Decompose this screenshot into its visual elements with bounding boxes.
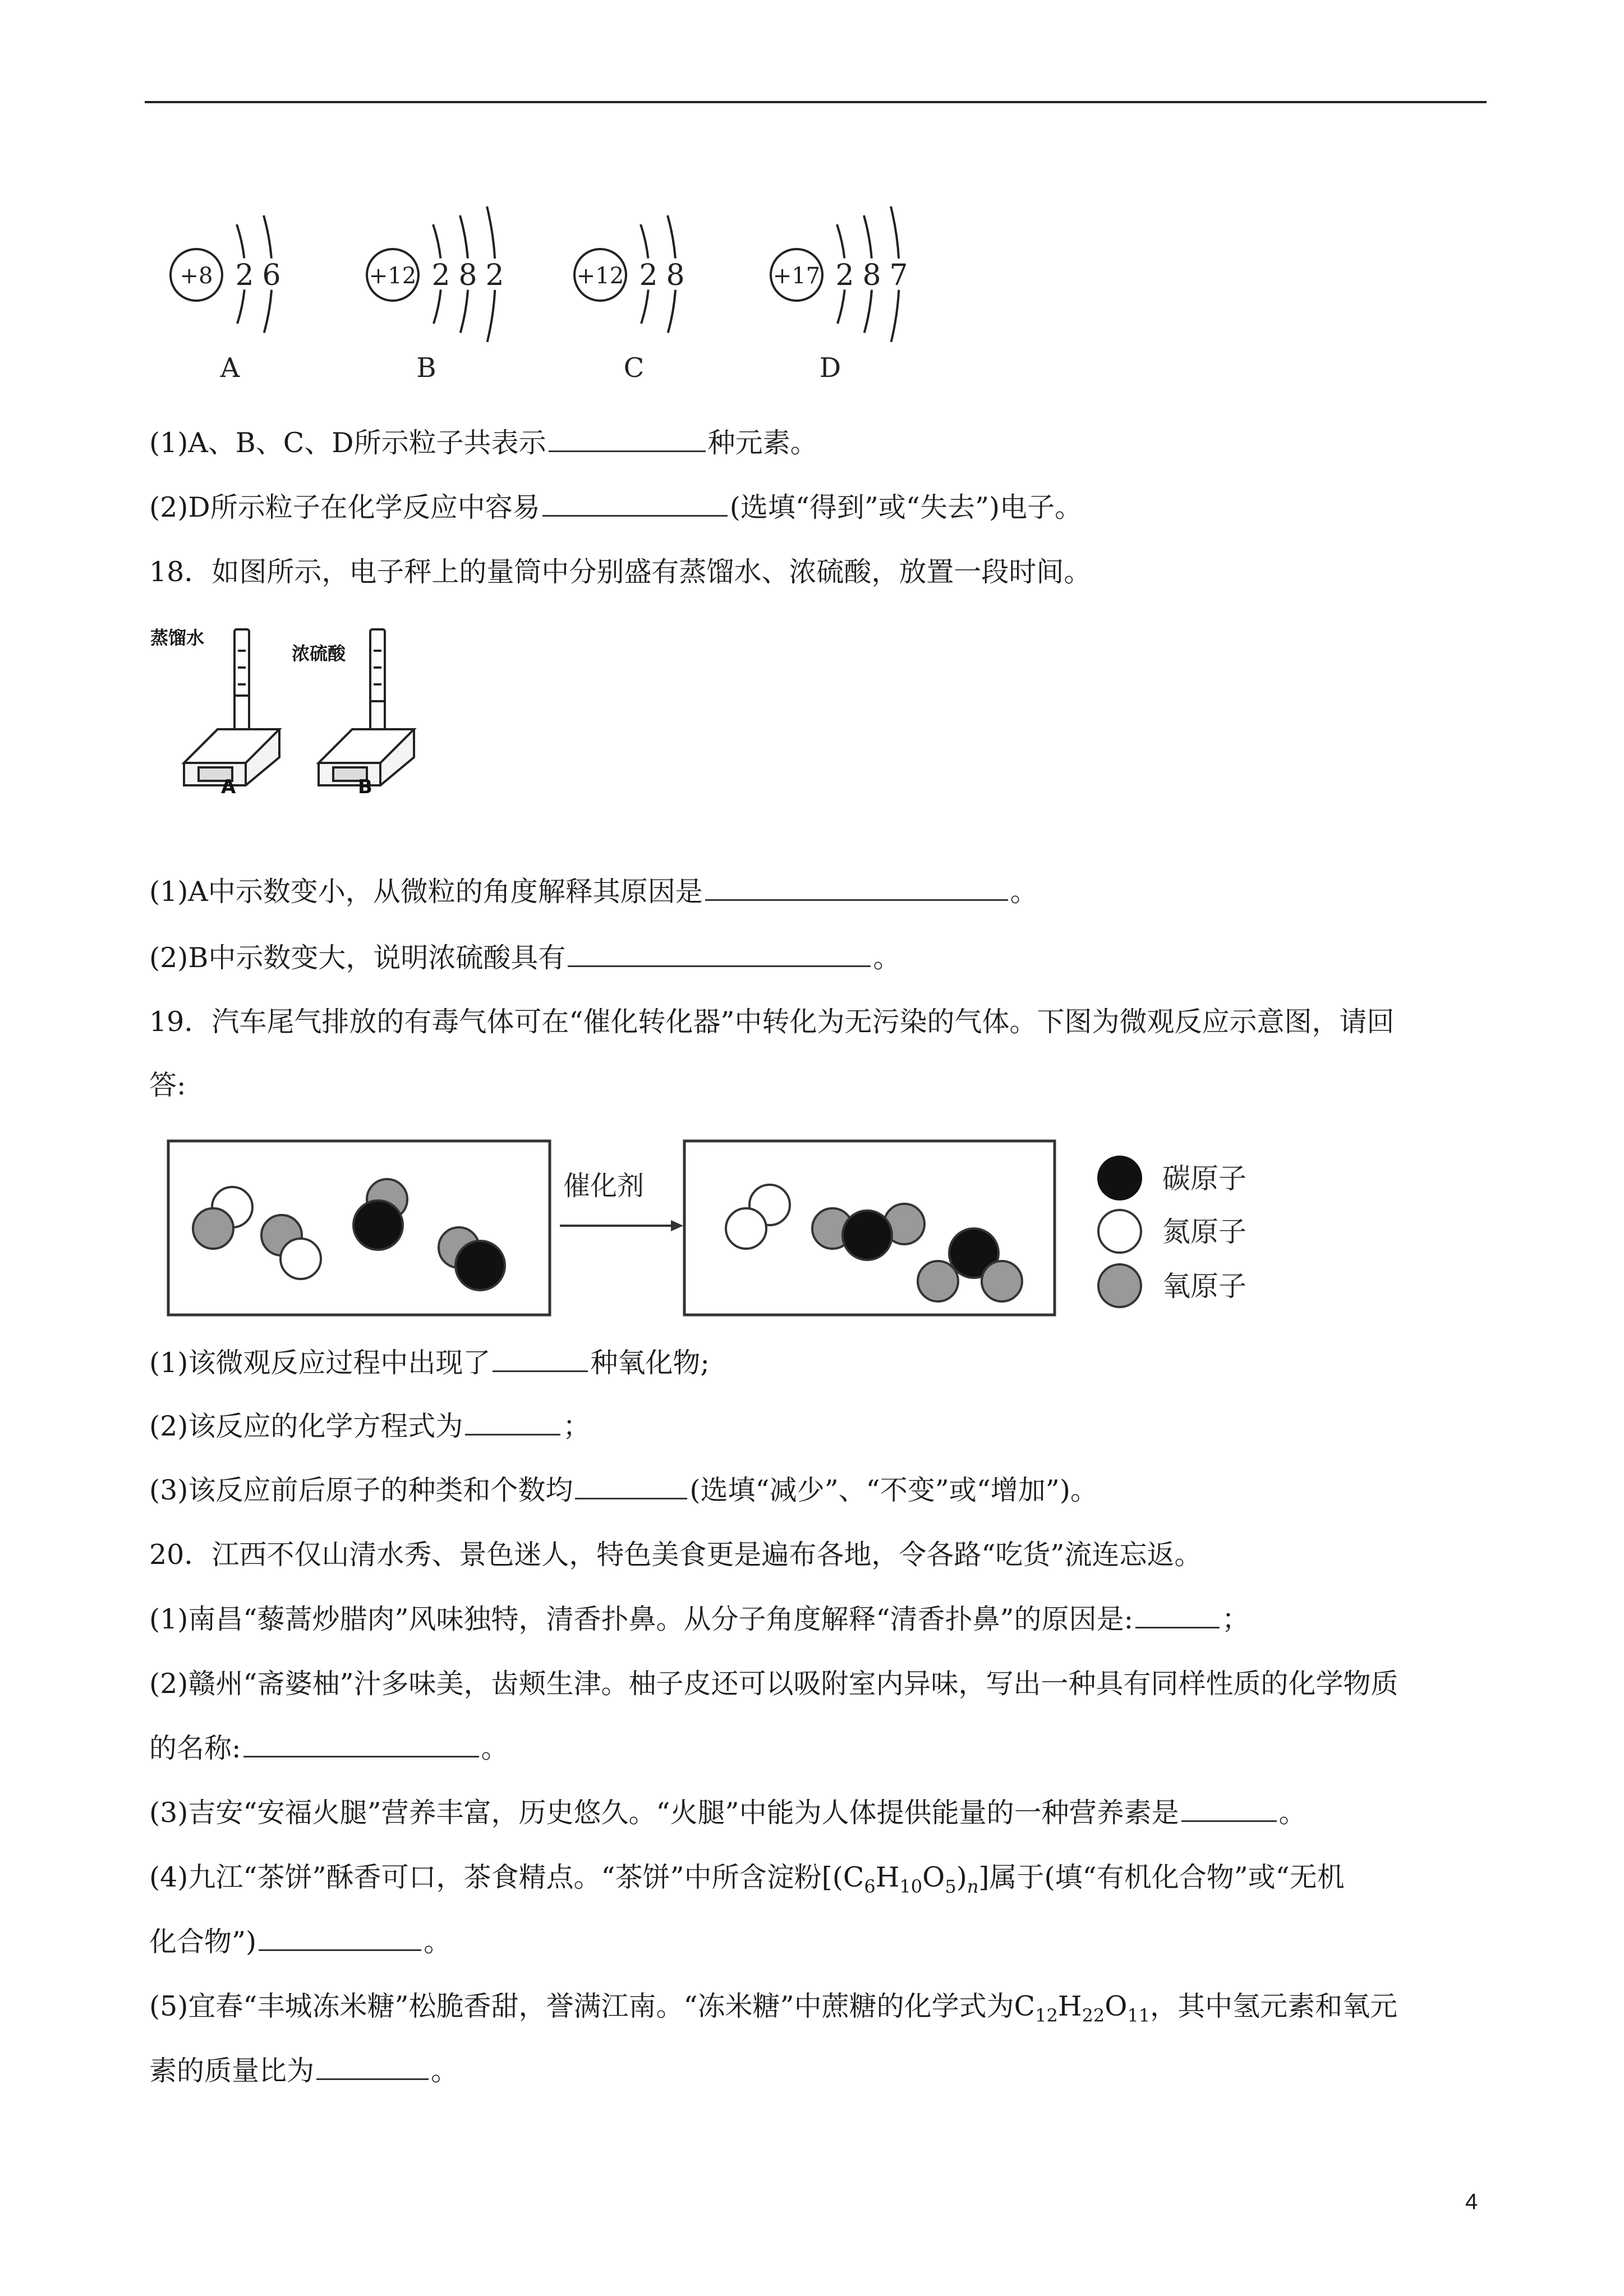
shell-electron-count: 2 — [639, 259, 658, 292]
q19-part1-after: 种氧化物; — [590, 1347, 710, 1379]
atom-diagram — [771, 206, 908, 384]
page-number: 4 — [1465, 2189, 1478, 2214]
shell-electron-count: 7 — [889, 259, 908, 292]
q19-part1 — [149, 1346, 710, 1380]
q20-part5-line2-text: 素的质量比为 — [149, 2055, 315, 2087]
q20-part2-blank[interactable] — [243, 1733, 479, 1757]
q19-stem-line1: 19．汽车尾气排放的有毒气体可在“催化转化器”中转化为无污染的气体。下图为微观反应示意图，请回 — [149, 1006, 1395, 1038]
legend-carbon-dot — [1098, 1157, 1141, 1199]
atom-diagram — [171, 215, 281, 384]
q20-part4-h: H — [875, 1861, 900, 1893]
q19-part3-after: (选填“减少”、“不变”或“增加”)。 — [689, 1474, 1098, 1506]
q19-part2-blank[interactable] — [465, 1411, 560, 1435]
carbon-atom — [353, 1200, 403, 1250]
oxygen-atom — [918, 1261, 958, 1301]
atom-label: D — [819, 352, 841, 384]
catalyst-label: 催化剂 — [563, 1170, 645, 1202]
q20-part4-sub3: 5 — [945, 1875, 956, 1897]
q18-part2-blank[interactable] — [568, 943, 871, 967]
q20-part3 — [149, 1796, 1306, 1830]
q19-part3 — [149, 1474, 1098, 1507]
q20-part3-text: (3)吉安“安福火腿”营养丰富，历史悠久。“火腿”中能为人体提供能量的一种营养素是 — [149, 1797, 1179, 1829]
shell-electron-count: 2 — [431, 259, 450, 292]
q20-part5-sub2: 22 — [1082, 2004, 1105, 2026]
atom-label: C — [623, 352, 645, 384]
q18-part1-after: 。 — [1010, 876, 1038, 908]
scale-a-label: A — [221, 776, 236, 797]
q18-part2-text: (2)B中示数变大，说明浓硫酸具有 — [149, 942, 566, 974]
q20-part4-line2-text: 化合物”) — [149, 1926, 257, 1958]
reaction-diagram — [166, 1139, 1299, 1324]
q20-part3-blank[interactable] — [1181, 1798, 1277, 1822]
q20-part2-text: 的名称: — [149, 1732, 241, 1764]
q19-part2 — [149, 1410, 590, 1443]
shell-electron-count: 2 — [485, 259, 504, 292]
q20-part5-o: O — [1105, 1990, 1128, 2022]
legend-nitrogen: 氮原子 — [1162, 1216, 1246, 1248]
scale-a — [184, 629, 279, 785]
q18-stem: 18．如图所示，电子秤上的量筒中分别盛有蒸馏水、浓硫酸，放置一段时间。 — [149, 556, 1092, 588]
header-rule — [145, 101, 1487, 103]
shell-electron-count: 8 — [862, 259, 881, 292]
label-distilled-water: 蒸馏水 — [150, 627, 205, 648]
nitrogen-atom — [726, 1208, 766, 1249]
q20-part4-sub1: 6 — [864, 1875, 876, 1897]
nucleus-charge: +12 — [576, 263, 624, 289]
q18-part2 — [149, 941, 900, 975]
q18-part1 — [149, 875, 1038, 909]
atom-diagram — [367, 206, 504, 384]
q20-part5-line1 — [149, 1990, 1398, 2026]
q19-part1-blank[interactable] — [493, 1348, 588, 1372]
q20-part3-after: 。 — [1278, 1797, 1306, 1829]
q20-part5-line2 — [149, 2054, 458, 2088]
q17-part2-blank[interactable] — [542, 493, 728, 517]
q17-part1-after: 种元素。 — [707, 427, 818, 459]
nucleus-charge: +8 — [180, 263, 213, 289]
q20-part4-after: ]属于(填“有机化合物”或“无机 — [978, 1861, 1345, 1893]
q20-part4-line2 — [149, 1925, 451, 1959]
q20-part4-line1 — [149, 1861, 1345, 1897]
nucleus-charge: +12 — [369, 263, 417, 289]
q17-part1-text: (1)A、B、C、D所示粒子共表示 — [149, 427, 546, 459]
q17-part2 — [149, 491, 1082, 524]
q19-part3-blank[interactable] — [575, 1475, 687, 1499]
q18-part2-after: 。 — [873, 942, 901, 974]
oxygen-atom — [193, 1208, 233, 1249]
q20-part1-blank[interactable] — [1135, 1604, 1220, 1628]
shell-electron-count: 8 — [458, 259, 477, 292]
q20-part1-after: ； — [1222, 1603, 1250, 1635]
q20-part5-sub1: 12 — [1035, 2004, 1058, 2026]
legend-carbon: 碳原子 — [1162, 1162, 1246, 1195]
q17-part2-after: (选填“得到”或“失去”)电子。 — [729, 491, 1083, 523]
shell-electron-count: 2 — [235, 259, 254, 292]
q20-part5-text: (5)宜春“丰城冻米糖”松脆香甜，誉满江南。“冻米糖”中蔗糖的化学式为C — [149, 1990, 1036, 2022]
shell-electron-count: 6 — [262, 259, 281, 292]
q18-part1-blank[interactable] — [705, 877, 1008, 901]
atom-label: B — [416, 352, 436, 384]
q17-part2-text: (2)D所示粒子在化学反应中容易 — [149, 491, 540, 523]
shell-electron-count: 8 — [666, 259, 685, 292]
legend-nitrogen-dot — [1098, 1210, 1141, 1253]
q20-part4-blank[interactable] — [259, 1927, 421, 1951]
label-sulfuric-acid: 浓硫酸 — [292, 643, 346, 664]
q20-part4-n: n — [967, 1875, 979, 1897]
oxygen-atom — [982, 1261, 1022, 1301]
q20-part2-line1: (2)赣州“斋婆柚”汁多味美，齿颊生津。柚子皮还可以吸附室内异味，写出一种具有同样性质的化学物质 — [149, 1668, 1398, 1700]
q20-part4-o: O — [922, 1861, 945, 1893]
q20-part4-text: (4)九江“茶饼”酥香可口，茶食精点。“茶饼”中所含淀粉[(C — [149, 1861, 864, 1893]
q17-part1 — [149, 426, 818, 460]
q20-part5-blank[interactable] — [316, 2056, 429, 2080]
q19-part3-text: (3)该反应前后原子的种类和个数均 — [149, 1474, 573, 1506]
scales-figure — [150, 617, 431, 797]
shell-electron-count: 2 — [835, 259, 854, 292]
q20-part4-line2-after: 。 — [424, 1926, 452, 1958]
scale-b-label: B — [358, 776, 372, 797]
q17-part1-blank[interactable] — [549, 428, 706, 452]
q20-part4-close: ) — [956, 1861, 967, 1893]
q20-part4-sub2: 10 — [899, 1875, 923, 1897]
carbon-atom — [456, 1241, 505, 1290]
q20-part5-line2-after: 。 — [431, 2055, 459, 2087]
q20-part5-after: ，其中氢元素和氧元 — [1150, 1990, 1398, 2022]
legend-oxygen-dot — [1098, 1264, 1141, 1307]
q19-part2-text: (2)该反应的化学方程式为 — [149, 1410, 463, 1442]
q19-part2-after: ； — [563, 1410, 591, 1442]
atom-diagram — [574, 215, 685, 384]
q19-stem-line2: 答: — [149, 1069, 186, 1101]
legend-oxygen: 氧原子 — [1162, 1270, 1246, 1303]
nucleus-charge: +17 — [772, 263, 821, 289]
atom-label: A — [220, 352, 240, 384]
q19-part1-text: (1)该微观反应过程中出现了 — [149, 1347, 491, 1379]
q20-stem: 20．江西不仅山清水秀、景色迷人，特色美食更是遍布各地，令各路“吃货”流连忘返。 — [149, 1539, 1202, 1571]
q20-part1-text: (1)南昌“藜蒿炒腊肉”风味独特，清香扑鼻。从分子角度解释“清香扑鼻”的原因是: — [149, 1603, 1134, 1635]
q20-part2-after: 。 — [481, 1732, 509, 1764]
q20-part2-line2 — [149, 1732, 509, 1765]
arrow-head — [671, 1220, 683, 1231]
carbon-atom — [843, 1211, 892, 1260]
q20-part5-sub3: 11 — [1127, 2004, 1151, 2026]
q20-part5-h: H — [1057, 1990, 1082, 2022]
atom-structure-figure — [157, 202, 942, 393]
q18-part1-text: (1)A中示数变小，从微粒的角度解释其原因是 — [149, 876, 703, 908]
nitrogen-atom — [280, 1239, 321, 1279]
q20-part1 — [149, 1603, 1249, 1636]
